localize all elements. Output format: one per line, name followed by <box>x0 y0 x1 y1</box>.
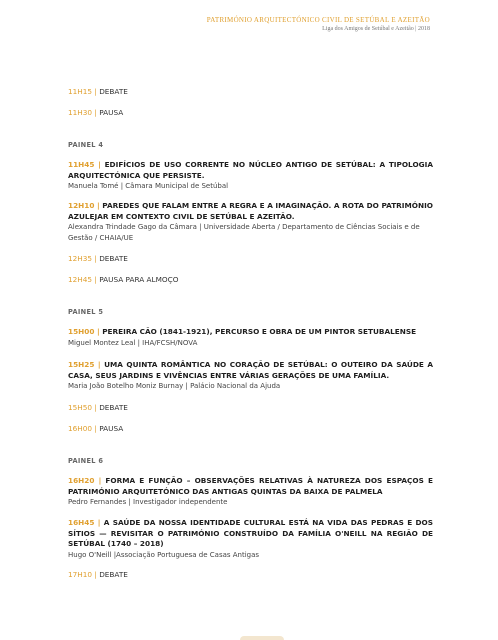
item-time: 15H50 <box>68 403 93 412</box>
item-time: 16H00 <box>68 424 93 433</box>
schedule-item-talk <box>68 160 433 192</box>
item-separator: | <box>97 518 101 527</box>
item-label: PAUSA <box>99 424 124 433</box>
item-label: DEBATE <box>99 87 128 96</box>
talk-title: A SAÚDE DA NOSSA IDENTIDADE CULTURAL ESTÁ NA VIDA DAS PEDRAS E DOS SÍTIOS — REVISITAR O PATRIMÓNIO CONSTRUÍDO DA FAMÍLIA O'NEILL NA REGIÃO DE SETÚBAL (1740 – 2018) <box>68 518 434 548</box>
item-time: 15H00 <box>68 327 95 336</box>
schedule-item-debate <box>68 87 433 98</box>
item-label: DEBATE <box>99 403 128 412</box>
schedule-item-debate <box>68 403 433 414</box>
panel-heading: PAINEL 4 <box>68 141 104 149</box>
item-time: 11H45 <box>68 160 95 169</box>
talk-title: FORMA E FUNÇÃO – OBSERVAÇÕES RELATIVAS À NATUREZA DOS ESPAÇOS E PATRIMÓNIO ARQUITETÓNICO DAS ANTIGAS QUINTAS DA BAIXA DE PALMELA <box>68 476 433 496</box>
item-time: 15H25 <box>68 360 95 369</box>
schedule-item-talk <box>68 327 433 348</box>
schedule-item-pause <box>68 424 433 435</box>
talk-title-line <box>68 160 433 181</box>
header-subtitle: Liga dos Amigos de Setúbal e Azeitão | 2018 <box>322 26 430 32</box>
item-separator: | <box>94 424 97 433</box>
item-time: 12H35 <box>68 254 93 263</box>
item-label: DEBATE <box>99 254 128 263</box>
page-header <box>207 16 430 34</box>
talk-title: PAREDES QUE FALAM ENTRE A REGRA E A IMAGINAÇÃO. A ROTA DO PATRIMÓNIO AZULEJAR EM CONTEXTO CIVIL DE SETÚBAL E AZEITÃO. <box>68 201 434 221</box>
item-separator: | <box>94 403 97 412</box>
item-separator: | <box>98 476 102 485</box>
item-label: DEBATE <box>99 570 128 579</box>
schedule-item-debate <box>68 254 433 265</box>
talk-author: Miguel Montez Leal | IHA/FCSH/NOVA <box>68 338 198 347</box>
footer-decoration <box>240 636 284 640</box>
panel-heading: PAINEL 5 <box>68 308 104 316</box>
item-time: 11H30 <box>68 108 93 117</box>
talk-title-line <box>68 476 433 497</box>
item-separator: | <box>96 327 100 336</box>
talk-author: Pedro Fernandes | Investigador independente <box>68 498 228 506</box>
schedule-item-talk <box>68 360 433 392</box>
item-label: PAUSA PARA ALMOÇO <box>99 275 179 284</box>
item-separator: | <box>94 275 97 284</box>
talk-title-line <box>68 327 433 338</box>
item-time: 12H10 <box>68 201 95 210</box>
talk-author: Maria João Botelho Moniz Burnay | Palácio Nacional da Ajuda <box>68 382 281 390</box>
talk-title-line <box>68 360 433 381</box>
talk-author: Manuela Tomé | Câmara Municipal de Setúbal <box>68 182 229 190</box>
item-separator: | <box>94 254 97 263</box>
schedule-item-talk <box>68 201 433 243</box>
talk-title-line <box>68 201 433 222</box>
item-time: 16H20 <box>68 476 95 485</box>
item-time: 11H15 <box>68 87 93 96</box>
item-separator: | <box>94 108 97 117</box>
item-separator: | <box>94 87 97 96</box>
talk-title: PEREIRA CÃO (1841-1921), PERCURSO E OBRA DE UM PINTOR SETUBALENSE <box>102 327 417 336</box>
item-time: 16H45 <box>68 518 95 527</box>
header-title: PATRIMÓNIO ARQUITECTÓNICO CIVIL DE SETÚBAL E AZEITÃO <box>206 16 430 24</box>
schedule-item-talk <box>68 476 433 508</box>
schedule-item-pause <box>68 108 433 119</box>
talk-title: UMA QUINTA ROMÂNTICA NO CORAÇÃO DE SETÚBAL: O OUTEIRO DA SAÚDE A CASA, SEUS JARDINS E VIVÊNCIAS ENTRE VÁRIAS GERAÇÕES DE UMA FAMÍLIA. <box>68 360 433 380</box>
item-time: 17H10 <box>68 570 93 579</box>
item-separator: | <box>98 160 101 169</box>
schedule-item-lunch <box>68 275 433 286</box>
talk-title: EDIFÍCIOS DE USO CORRENTE NO NÚCLEO ANTIGO DE SETÚBAL: A TIPOLOGIA ARQUITECTÓNICA QUE PERSISTE. <box>68 160 434 180</box>
item-separator: | <box>97 201 100 210</box>
panel-heading: PAINEL 6 <box>68 457 104 465</box>
schedule-item-talk <box>68 518 433 560</box>
item-time: 12H45 <box>68 275 93 284</box>
schedule-item-debate <box>68 570 433 581</box>
item-label: PAUSA <box>99 108 124 117</box>
talk-author: Alexandra Trindade Gago da Câmara | Universidade Aberta / Departamento de Ciências Sociais e de Gestão / CHAIA/UE <box>68 223 420 242</box>
item-separator: | <box>94 570 97 579</box>
talk-author: Hugo O'Neill |Associação Portuguesa de Casas Antigas <box>68 550 260 559</box>
talk-title-line <box>68 518 433 550</box>
item-separator: | <box>97 360 101 369</box>
